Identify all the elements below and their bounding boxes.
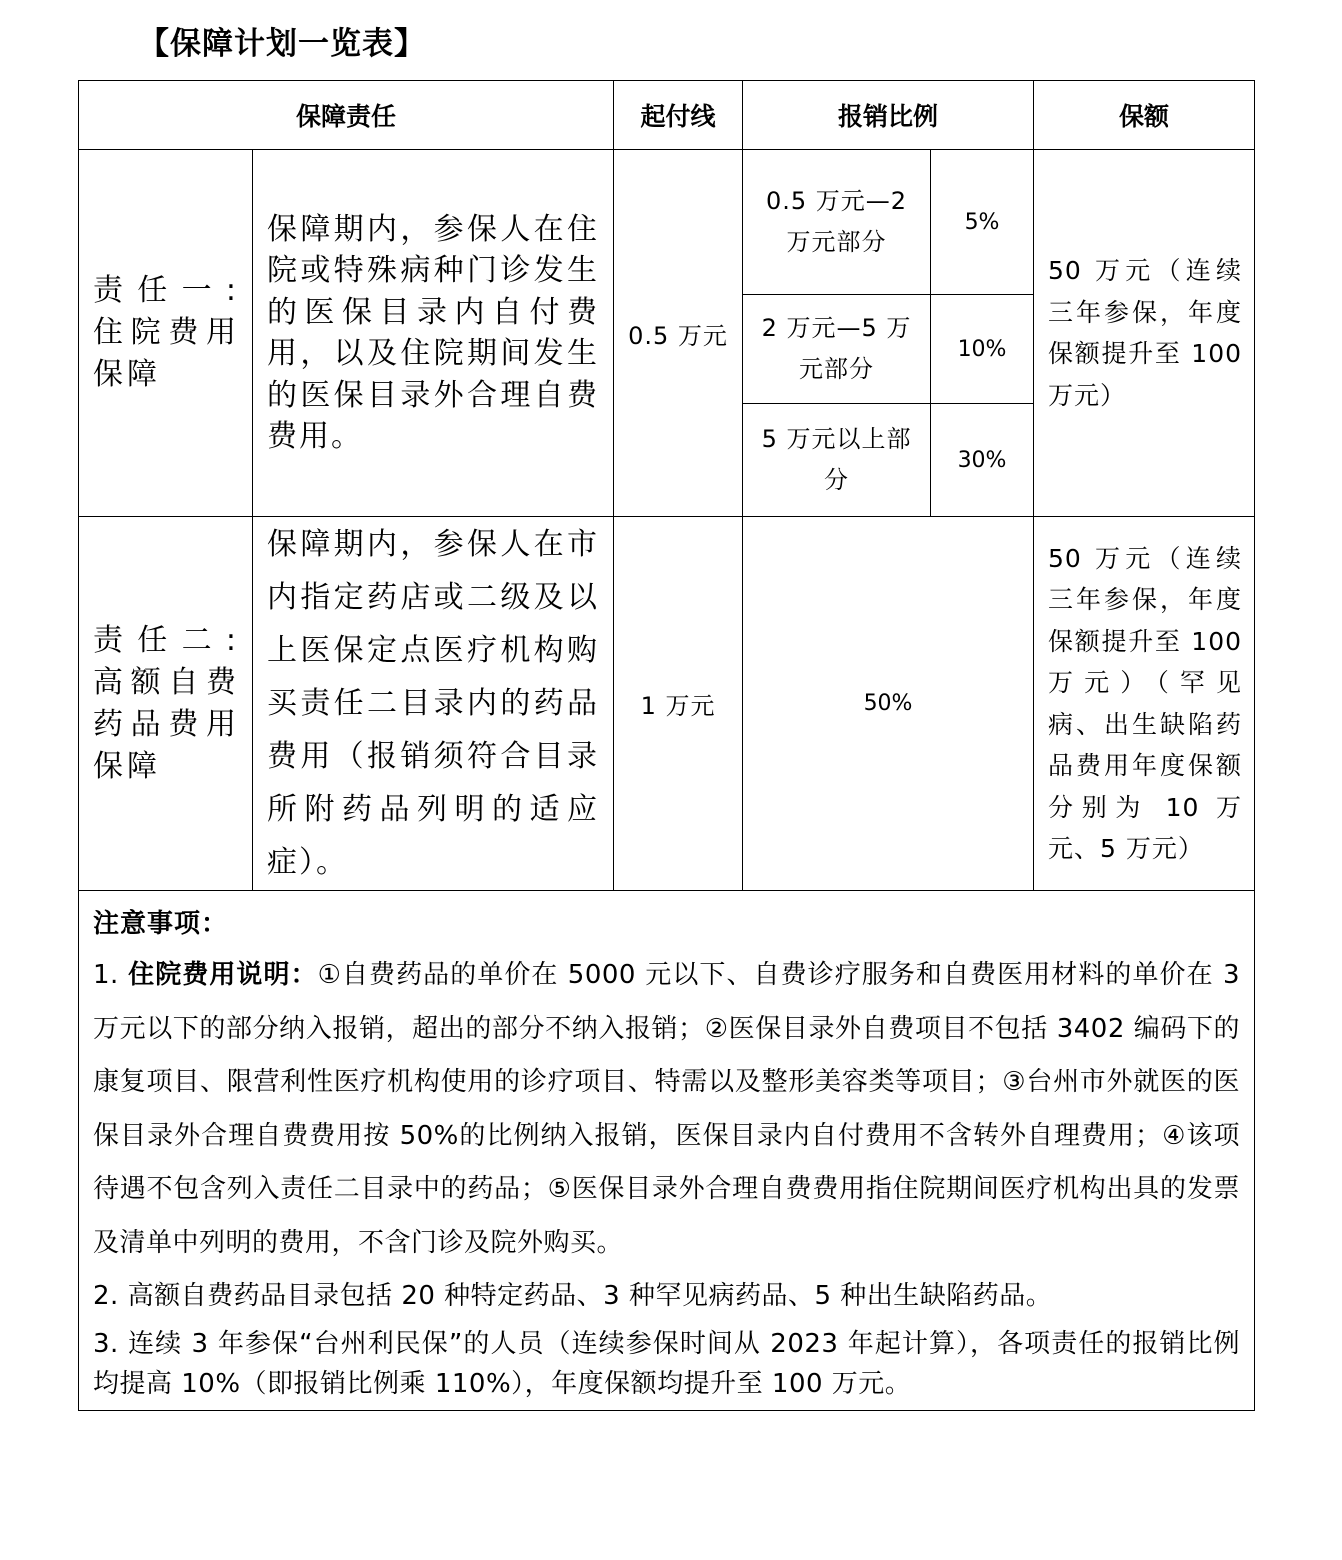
notes-row [79, 891, 1255, 1411]
tier-rate: 10% [931, 295, 1034, 404]
responsibility-one-limit: 50 万元（连续三年参保，年度保额提升至 100 万元） [1034, 150, 1255, 517]
note-1-number: 1. [93, 960, 129, 990]
tier-range: 0.5 万元—2 万元部分 [743, 150, 931, 295]
responsibility-two-description: 保障期内，参保人在市内指定药店或二级及以上医保定点医疗机构购买责任二目录内的药品费用（报销须符合目录所附药品列明的适应症）。 [253, 517, 614, 891]
notes-title: 注意事项： [93, 909, 229, 939]
responsibility-one-deductible: 0.5 万元 [614, 150, 743, 517]
responsibility-two-rate: 50% [743, 517, 1034, 891]
note-item-3: 3. 连续 3 年参保“台州利民保”的人员（连续参保时间从 2023 年起计算），各项责任的报销比例均提高 10%（即报销比例乘 110%），年度保额均提升至 100 万元。 [93, 1328, 1241, 1399]
note-1-lead: 住院费用说明： [128, 960, 318, 990]
header-limit: 保额 [1034, 81, 1255, 150]
note-1-text: ①自费药品的单价在 5000 元以下、自费诊疗服务和自费医用材料的单价在 3 万元以下的部分纳入报销，超出的部分不纳入报销；②医保目录外自费项目不包括 3402 编码下的康复项目、限营利性医疗机构使用的诊疗项目、特需以及整形美容类等项目；③台州市外就医的医保目录外合理自费费用按 50%的比例纳入报销，医保目录内自付费用不含转外自理费用；④该项待遇不包含列入责任二目录中的药品；⑤医保目录外合理自费费用指住院期间医疗机构出具的发票及清单中列明的费用，不含门诊及院外购买。 [93, 960, 1241, 1258]
notes-section [79, 891, 1255, 1411]
coverage-plan-table [78, 80, 1255, 1411]
tier-range: 2 万元—5 万元部分 [743, 295, 931, 404]
page-title: 【保障计划一览表】 [138, 26, 426, 62]
header-responsibility: 保障责任 [79, 81, 614, 150]
table-row [79, 517, 1255, 891]
responsibility-two-limit: 50 万元（连续三年参保，年度保额提升至 100 万元）（罕见病、出生缺陷药品费用年度保额分别为 10 万元、5 万元） [1034, 517, 1255, 891]
responsibility-two-deductible: 1 万元 [614, 517, 743, 891]
note-item-2: 2. 高额自费药品目录包括 20 种特定药品、3 种罕见病药品、5 种出生缺陷药品。 [93, 1281, 1053, 1311]
tier-rate: 30% [931, 404, 1034, 517]
table-header-row [79, 81, 1255, 150]
responsibility-one-description: 保障期内，参保人在住院或特殊病种门诊发生的医保目录内自付费用，以及住院期间发生的医保目录外合理自费费用。 [253, 150, 614, 517]
header-ratio: 报销比例 [743, 81, 1034, 150]
tier-range: 5 万元以上部分 [743, 404, 931, 517]
responsibility-two-name: 责任二:高额自费药品费用保障 [79, 517, 253, 891]
note-item-1 [93, 949, 1240, 1270]
responsibility-one-name: 责任一:住院费用保障 [79, 150, 253, 517]
table-row [79, 150, 1255, 295]
tier-rate: 5% [931, 150, 1034, 295]
header-deductible: 起付线 [614, 81, 743, 150]
